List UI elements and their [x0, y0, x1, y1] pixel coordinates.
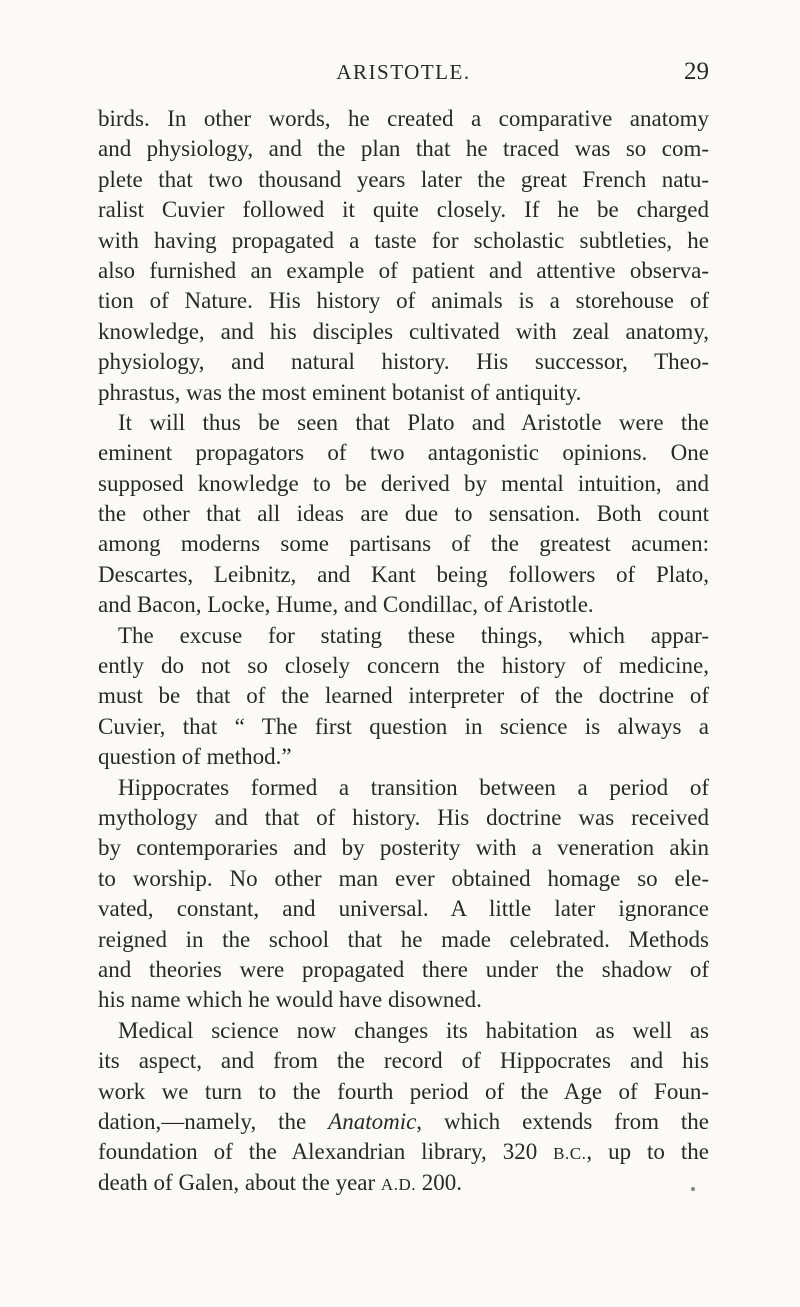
text-line: and physiology, and the plan that he traced was so com- — [98, 136, 709, 162]
text-line: It will thus be seen that Plato and Aristotle were the — [118, 409, 709, 435]
page-number: 29 — [684, 58, 709, 85]
running-head — [98, 57, 709, 87]
text-line: Medical science now changes its habitation as well as — [118, 1017, 709, 1043]
text-line: the other that all ideas are due to sensation. Both count — [98, 501, 709, 527]
text-line: also furnished an example of patient and attentive observa- — [98, 257, 709, 283]
text-line: mythology and that of history. His doctrine was received — [98, 804, 709, 830]
text-line: must be that of the learned interpreter of the doctrine of — [98, 683, 709, 709]
text-line: dation,—namely, the Anatomic, which extends from the — [98, 1108, 709, 1134]
text-line: to worship. No other man ever obtained homage so ele- — [98, 865, 709, 891]
text-line: death of Galen, about the year A.D. 200. — [98, 1169, 462, 1195]
text-line: foundation of the Alexandrian library, 320 B.C., up to the — [98, 1139, 709, 1165]
text-line: reigned in the school that he made celebrated. Methods — [98, 926, 709, 952]
text-line: question of method.” — [98, 744, 292, 770]
text-line: ently do not so closely concern the history of medicine, — [98, 653, 709, 679]
text-line: Descartes, Leibnitz, and Kant being followers of Plato, — [98, 561, 709, 587]
text-line: work we turn to the fourth period of the Age of Foun- — [98, 1078, 709, 1104]
text-line: its aspect, and from the record of Hippocrates and his — [98, 1048, 709, 1074]
text-line: phrastus, was the most eminent botanist of antiquity. — [98, 379, 582, 405]
text-line: and theories were propagated there under the shadow of — [98, 956, 709, 982]
text-line: his name which he would have disowned. — [98, 987, 482, 1013]
text-line: birds. In other words, he created a comparative anatomy — [98, 106, 709, 131]
running-title: ARISTOTLE. — [336, 60, 471, 84]
text-line: The excuse for stating these things, which appar- — [118, 622, 709, 648]
body-text — [98, 104, 709, 1198]
text-line: by contemporaries and by posterity with a veneration akin — [98, 835, 709, 861]
text-line: with having propagated a taste for scholastic subtleties, he — [98, 227, 709, 253]
text-line: eminent propagators of two antagonistic opinions. One — [98, 440, 709, 466]
text-line: ralist Cuvier followed it quite closely. If he be charged — [98, 197, 709, 223]
text-line: Cuvier, that “ The first question in science is always a — [98, 713, 709, 739]
text-line: among moderns some partisans of the greatest acumen: — [98, 531, 709, 557]
text-line: Hippocrates formed a transition between a period of — [118, 774, 709, 800]
text-line: vated, constant, and universal. A little later ignorance — [98, 896, 709, 922]
text-line: supposed knowledge to be derived by mental intuition, and — [98, 470, 709, 496]
text-line: physiology, and natural history. His successor, Theo- — [98, 349, 709, 375]
text-line: knowledge, and his disciples cultivated with zeal anatomy, — [98, 318, 709, 344]
text-line: plete that two thousand years later the great French natu- — [98, 166, 709, 192]
print-speck — [691, 1187, 695, 1191]
text-line: tion of Nature. His history of animals is a storehouse of — [98, 288, 709, 314]
text-line: and Bacon, Locke, Hume, and Condillac, of Aristotle. — [98, 592, 594, 618]
